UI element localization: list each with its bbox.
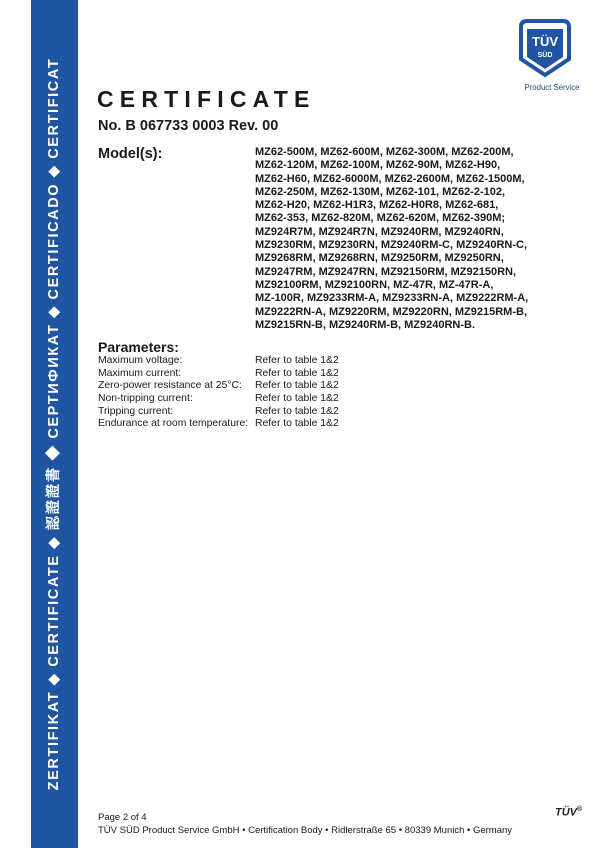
parameter-value: Refer to table 1&2 [255, 393, 339, 405]
footer-tuv-mark [555, 806, 582, 819]
parameter-name: Non-tripping current: [98, 393, 193, 405]
parameter-name: Zero-power resistance at 25°C: [98, 380, 242, 392]
certificate-sidebar [31, 0, 78, 848]
model-line: MZ-100R, MZ9233RM-A, MZ9233RN-A, MZ9222RM-A, [255, 292, 529, 305]
model-line: MZ62-250M, MZ62-130M, MZ62-101, MZ62-2-102, [255, 185, 506, 198]
model-line: MZ9230RM, MZ9230RN, MZ9240RM-C, MZ9240RN-C, [255, 239, 528, 252]
page-number: Page 2 of 4 [98, 812, 147, 823]
footer-mark-text: TÜV [555, 806, 577, 819]
parameter-row [98, 380, 339, 393]
parameter-value: Refer to table 1&2 [255, 355, 339, 366]
model-line: MZ62-120M, MZ62-100M, MZ62-90M, MZ62-H90, [255, 159, 501, 172]
sidebar-text: ZERTIFIKAT ◆ CERTIFICATE ◆ 認證證書 ◆ СЕРТИФИКАТ ◆ CERTIFICADO ◆ CERTIFICAT [46, 57, 62, 791]
certificate-number: No. B 067733 0003 Rev. 00 [98, 118, 279, 134]
parameter-value: Refer to table 1&2 [255, 367, 339, 379]
parameter-name: Endurance at room temperature: [98, 418, 249, 430]
parameter-row [98, 367, 339, 381]
parameter-row [98, 405, 339, 419]
model-line: MZ62-H20, MZ62-H1R3, MZ62-H0R8, MZ62-681, [255, 199, 499, 212]
model-line: MZ92100RM, MZ92100RN, MZ-47R, MZ-47R-A, [255, 278, 494, 291]
parameter-row [98, 393, 339, 406]
badge-text: TÜV [532, 34, 558, 49]
model-line: MZ62-H60, MZ62-6000M, MZ62-2600M, MZ62-1500M, [255, 172, 525, 185]
tuv-badge-icon [513, 15, 577, 79]
parameters-heading: Parameters: [98, 339, 179, 355]
parameter-value: Refer to table 1&2 [255, 418, 339, 430]
parameter-row [98, 418, 339, 431]
parameter-name: Maximum current: [98, 367, 182, 379]
parameter-value: Refer to table 1&2 [255, 380, 339, 392]
parameter-value: Refer to table 1&2 [255, 405, 339, 417]
model-line: MZ9268RM, MZ9268RN, MZ9250RM, MZ9250RN, [255, 252, 504, 265]
parameters-table [98, 355, 339, 431]
badge-subtext: SÜD [537, 52, 553, 59]
parameter-name: Tripping current: [98, 405, 174, 417]
models-list [255, 146, 555, 332]
document-title: CERTIFICATE [97, 86, 316, 112]
model-line: MZ62-500M, MZ62-600M, MZ62-300M, MZ62-200M, [255, 146, 514, 158]
registered-icon: ® [577, 806, 583, 813]
model-line: MZ9222RN-A, MZ9220RM, MZ9220RN, MZ9215RM-B, [255, 305, 528, 318]
tuv-logo [509, 15, 585, 95]
model-line: MZ9215RN-B, MZ9240RM-B, MZ9240RN-B. [255, 318, 476, 331]
model-line: MZ62-353, MZ62-820M, MZ62-620M, MZ62-390M; [255, 212, 506, 225]
logo-caption: Product Service [524, 83, 580, 92]
parameter-row [98, 355, 339, 368]
parameter-name: Maximum voltage: [98, 355, 183, 366]
model-line: MZ9247RM, MZ9247RN, MZ92150RM, MZ92150RN, [255, 265, 517, 278]
models-label: Model(s): [98, 146, 163, 162]
model-line: MZ924R7M, MZ924R7N, MZ9240RM, MZ9240RN, [255, 225, 504, 238]
footer-address: TÜV SÜD Product Service GmbH • Certification Body • Ridlerstraße 65 • 80339 Munich • Germany [98, 825, 513, 836]
